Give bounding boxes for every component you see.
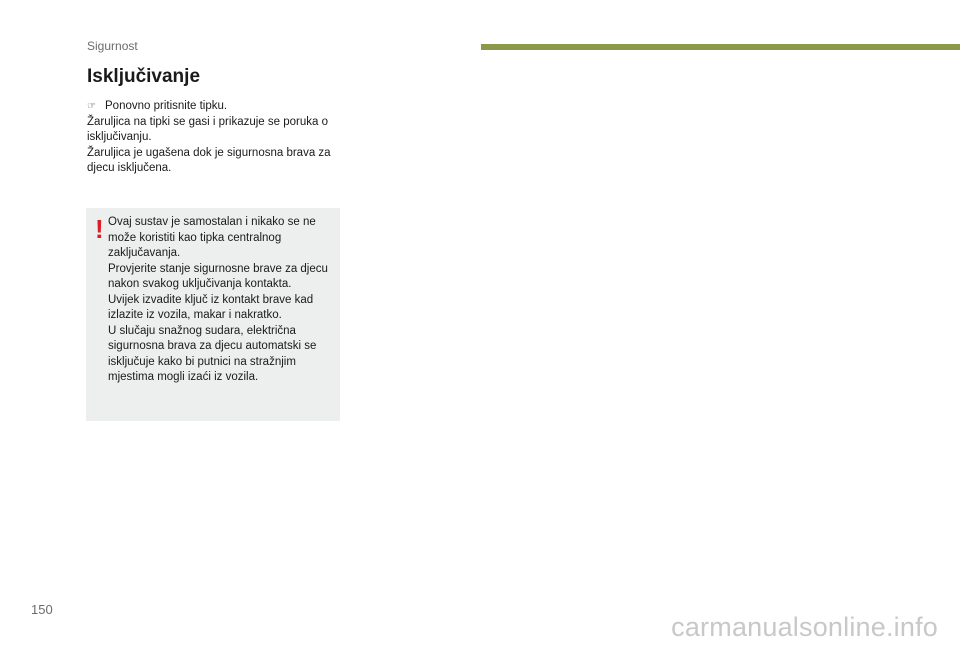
paragraph-1: Žaruljica na tipki se gasi i prikazuje se poruka o isključivanju. [87, 115, 328, 143]
body-text [87, 99, 347, 177]
warning-line-3: Uvijek izvadite ključ iz kontakt brave kad izlazite iz vozila, makar i nakratko. [108, 293, 314, 321]
exclamation-warning-icon: ! [95, 214, 104, 244]
warning-text [108, 215, 340, 386]
warning-line-1: Ovaj sustav je samostalan i nikako se ne može koristiti kao tipka centralnog zaključavanja. [108, 216, 316, 259]
section-label: Sigurnost [87, 39, 138, 53]
pointing-hand-icon: ☞ [87, 101, 96, 112]
warning-box [86, 208, 340, 421]
warning-line-4: U slučaju snažnog sudara, električna sigurnosna brava za djecu automatski se isključuje kako bi putnici na stražnjim mjestima mogli izaći iz vozila. [108, 324, 317, 383]
watermark: carmanualsonline.info [671, 612, 938, 642]
bullet-text: Ponovno pritisnite tipku. [105, 100, 228, 112]
page-title: Isključivanje [87, 66, 201, 87]
page-number: 150 [31, 602, 53, 617]
accent-bar [481, 44, 960, 50]
paragraph-2: Žaruljica je ugašena dok je sigurnosna brava za djecu isključena. [87, 146, 331, 174]
bullet-instruction [87, 99, 347, 115]
warning-line-2: Provjerite stanje sigurnosne brave za djecu nakon svakog uključivanja kontakta. [108, 262, 328, 290]
